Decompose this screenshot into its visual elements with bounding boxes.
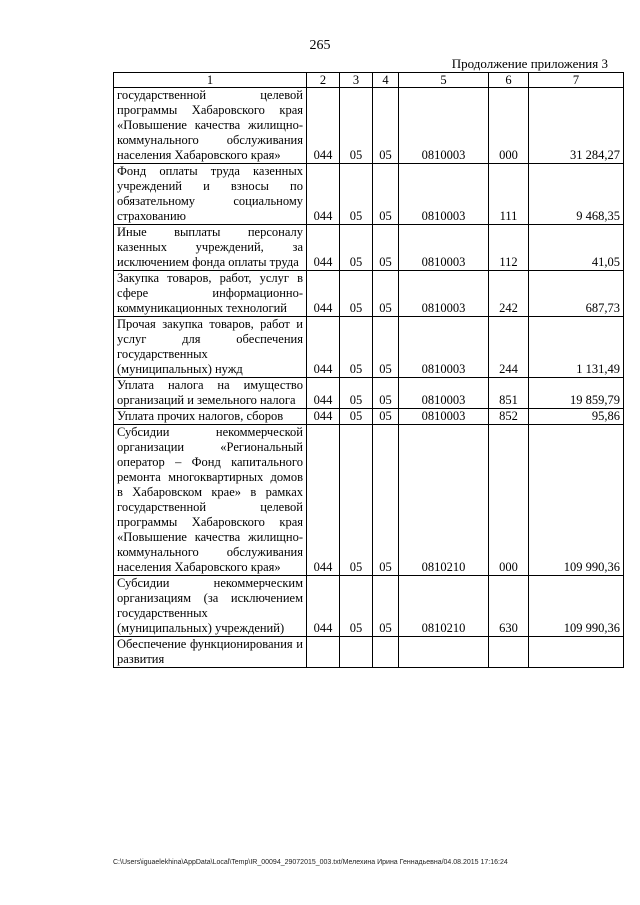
target-code [399, 637, 489, 668]
table-row [114, 637, 624, 668]
subsection-code: 05 [373, 409, 399, 425]
expense-type-code: 244 [489, 317, 529, 378]
section-code: 05 [340, 409, 373, 425]
ministry-code: 044 [307, 225, 340, 271]
table-row [114, 425, 624, 576]
amount: 41,05 [529, 225, 624, 271]
target-code: 0810003 [399, 378, 489, 409]
ministry-code: 044 [307, 409, 340, 425]
table-row [114, 271, 624, 317]
table-header-row [114, 73, 624, 88]
row-name: Субсидии некоммерческим организациям (за исключением государственных (муниципальных) учреждений) [114, 576, 307, 637]
table-row [114, 225, 624, 271]
amount [529, 637, 624, 668]
section-code: 05 [340, 317, 373, 378]
expense-type-code: 242 [489, 271, 529, 317]
section-code: 05 [340, 88, 373, 164]
subsection-code: 05 [373, 576, 399, 637]
row-name: Уплата налога на имущество организаций и земельного налога [114, 378, 307, 409]
expense-type-code: 000 [489, 88, 529, 164]
row-name: государственной целевой программы Хабаровского края «Повышение качества жилищно-коммунального обслуживания населения Хабаровского края» [114, 88, 307, 164]
section-code: 05 [340, 271, 373, 317]
continuation-note: Продолжение приложения 3 [451, 56, 608, 71]
target-code: 0810003 [399, 271, 489, 317]
budget-table [113, 72, 624, 668]
subsection-code: 05 [373, 225, 399, 271]
section-code: 05 [340, 576, 373, 637]
subsection-code [373, 637, 399, 668]
expense-type-code: 000 [489, 425, 529, 576]
ministry-code: 044 [307, 164, 340, 225]
footer-path: C:\Users\iguaelekhina\AppData\Local\Temp\IR_00094_29072015_003.txt/Мелехина Ирина Геннадьевна/04.08.2015 17:16:24 [113, 859, 508, 866]
column-header: 3 [340, 73, 373, 88]
table-row [114, 378, 624, 409]
column-header: 6 [489, 73, 529, 88]
section-code: 05 [340, 164, 373, 225]
row-name: Субсидии некоммерческой организации «Региональный оператор – Фонд капитального ремонта многоквартирных домов в Хабаровском крае» в рамках государственной целевой программы Хабаровского края «Повышение качества жилищно-коммунального обслуживания населения Хабаровского края» [114, 425, 307, 576]
target-code: 0810003 [399, 164, 489, 225]
amount: 687,73 [529, 271, 624, 317]
column-header: 2 [307, 73, 340, 88]
target-code: 0810003 [399, 225, 489, 271]
expense-type-code: 851 [489, 378, 529, 409]
table-row [114, 164, 624, 225]
target-code: 0810210 [399, 576, 489, 637]
ministry-code: 044 [307, 88, 340, 164]
section-code: 05 [340, 225, 373, 271]
expense-type-code: 112 [489, 225, 529, 271]
ministry-code: 044 [307, 576, 340, 637]
column-header: 1 [114, 73, 307, 88]
page-number: 265 [309, 38, 331, 53]
expense-type-code: 111 [489, 164, 529, 225]
expense-type-code [489, 637, 529, 668]
expense-type-code: 630 [489, 576, 529, 637]
row-name: Обеспечение функционирования и развития [114, 637, 307, 668]
amount: 95,86 [529, 409, 624, 425]
amount: 109 990,36 [529, 576, 624, 637]
subsection-code: 05 [373, 378, 399, 409]
expense-type-code: 852 [489, 409, 529, 425]
target-code: 0810003 [399, 88, 489, 164]
amount: 1 131,49 [529, 317, 624, 378]
target-code: 0810210 [399, 425, 489, 576]
row-name: Закупка товаров, работ, услуг в сфере информационно-коммуникационных технологий [114, 271, 307, 317]
table-row [114, 317, 624, 378]
column-header: 4 [373, 73, 399, 88]
ministry-code [307, 637, 340, 668]
column-header: 7 [529, 73, 624, 88]
amount: 31 284,27 [529, 88, 624, 164]
target-code: 0810003 [399, 409, 489, 425]
section-code [340, 637, 373, 668]
column-header: 5 [399, 73, 489, 88]
row-name: Прочая закупка товаров, работ и услуг для обеспечения государственных (муниципальных) нужд [114, 317, 307, 378]
target-code: 0810003 [399, 317, 489, 378]
table-row [114, 88, 624, 164]
subsection-code: 05 [373, 317, 399, 378]
ministry-code: 044 [307, 425, 340, 576]
subsection-code: 05 [373, 425, 399, 576]
amount: 109 990,36 [529, 425, 624, 576]
subsection-code: 05 [373, 88, 399, 164]
ministry-code: 044 [307, 317, 340, 378]
table-row [114, 409, 624, 425]
ministry-code: 044 [307, 271, 340, 317]
section-code: 05 [340, 378, 373, 409]
section-code: 05 [340, 425, 373, 576]
row-name: Фонд оплаты труда казенных учреждений и взносы по обязательному социальному страхованию [114, 164, 307, 225]
amount: 9 468,35 [529, 164, 624, 225]
row-name: Уплата прочих налогов, сборов [114, 409, 307, 425]
subsection-code: 05 [373, 164, 399, 225]
amount: 19 859,79 [529, 378, 624, 409]
ministry-code: 044 [307, 378, 340, 409]
table-row [114, 576, 624, 637]
row-name: Иные выплаты персоналу казенных учреждений, за исключением фонда оплаты труда [114, 225, 307, 271]
subsection-code: 05 [373, 271, 399, 317]
